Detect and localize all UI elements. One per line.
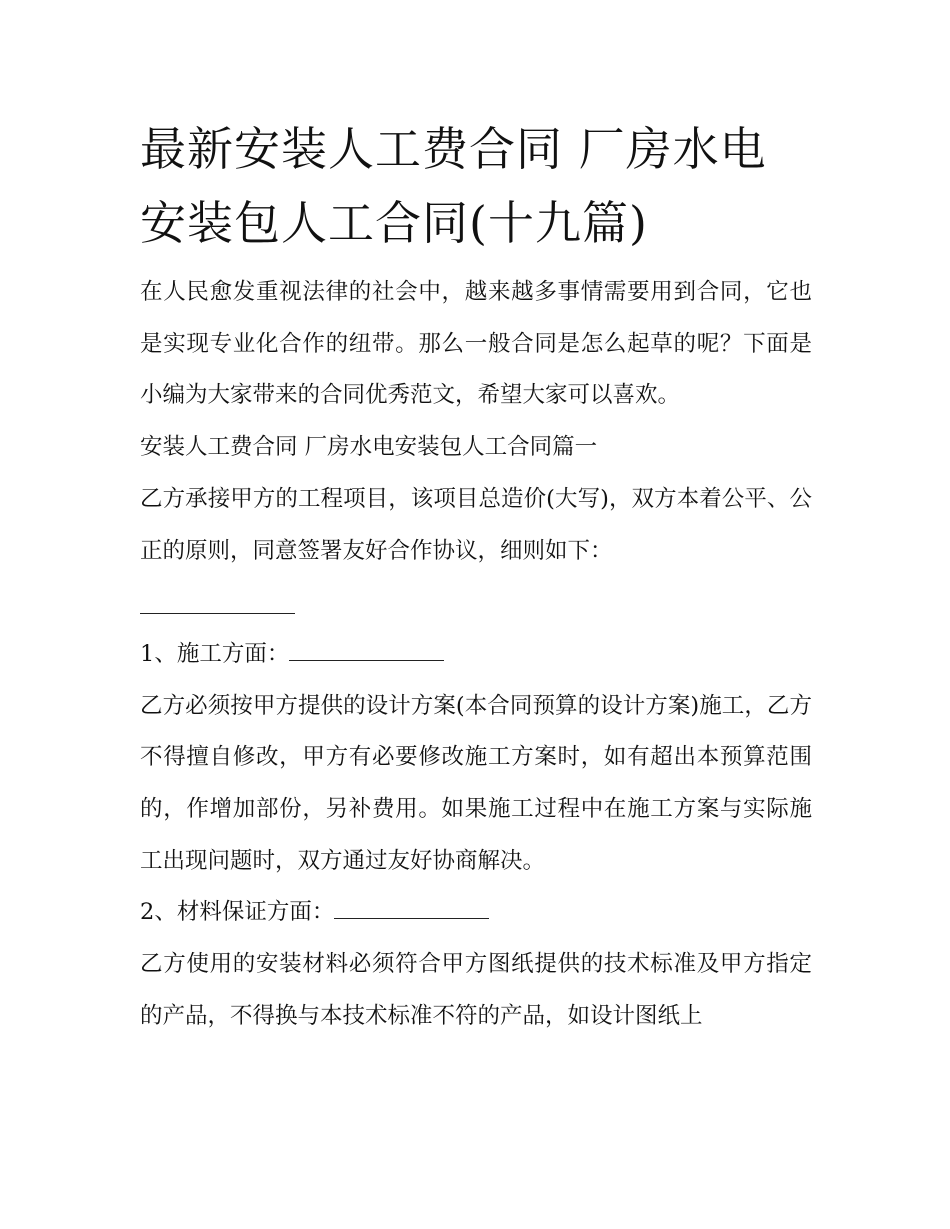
section-heading: 安装人工费合同 厂房水电安装包人工合同篇一 [140,434,598,461]
clause-body-1: 乙方必须按甲方提供的设计方案(本合同预算的设计方案)施工，乙方不得擅自修改，甲方有必要修改施工方案时，如有超出本预算范围的，作增加部份，另补费用。如果施工过程中在施工方案与实际施工出现问题时，双方通过友好协商解决。 [140,692,812,874]
document-title: 最新安装人工费合同 厂房水电安装包人工合同(十九篇) [140,122,767,250]
fill-in-blank-line [140,577,812,629]
clause-body-2: 乙方使用的安装材料必须符合甲方图纸提供的技术标准及甲方指定的产品，不得换与本技术标准不符的产品，如设计图纸上 [140,951,812,1029]
paragraph-agreement: 乙方承接甲方的工程项目，该项目总造价(大写)，双方本着公平、公正的原则，同意签署友好合作协议，细则如下： [140,485,812,564]
document-page [140,112,812,1043]
blank-underline [289,640,444,661]
blank-underline [140,593,295,614]
clause-heading-1 [140,629,812,681]
clause-heading-2 [140,887,812,939]
intro-paragraph: 在人民愈发重视法律的社会中，越来越多事情需要用到合同，它也是实现专业化合作的纽带。那么一般合同是怎么起草的呢？下面是小编为大家带来的合同优秀范文，希望大家可以喜欢。 [140,279,812,409]
clause-label-1: 1、施工方面： [140,640,290,667]
blank-underline [334,898,489,919]
clause-label-2: 2、材料保证方面： [140,899,335,926]
